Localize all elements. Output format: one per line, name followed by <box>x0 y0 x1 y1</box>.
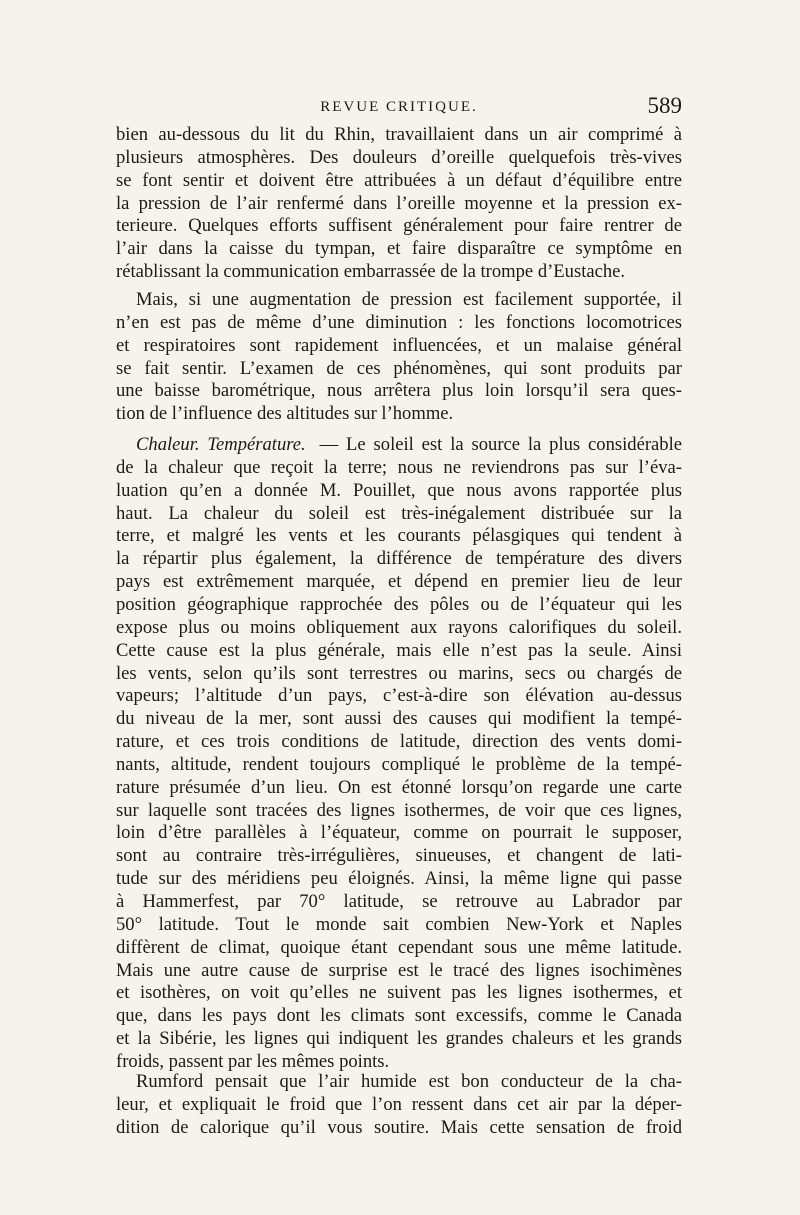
text-line: rature présumée d’un lieu. On est étonné lorsqu’on regarde une carte <box>116 776 682 798</box>
text-line: se font sentir et doivent être attribuées à un défaut d’équilibre entre <box>116 169 682 191</box>
text-line: la répartir plus également, la différence de température des divers <box>116 548 682 570</box>
text-line: terieure. Quelques efforts suffisent généralement pour faire rentrer de <box>116 215 682 237</box>
text-line: la pression de l’air renfermé dans l’oreille moyenne et la pression ex- <box>116 192 682 214</box>
text-line: et respiratoires sont rapidement influencées, et un malaise général <box>116 334 682 356</box>
text-line: Cette cause est la plus générale, mais elle n’est pas la seule. Ainsi <box>116 639 682 661</box>
text-line: se fait sentir. L’examen de ces phénomènes, qui sont produits par <box>116 357 682 379</box>
text-line: rétablissant la communication embarrassée de la trompe d’Eustache. <box>116 261 626 283</box>
text-line: sur laquelle sont tracées des lignes isothermes, de voir que ces lignes, <box>116 799 682 821</box>
text-line: bien au-dessous du lit du Rhin, travaillaient dans un air comprimé à <box>116 124 682 145</box>
text-line: l’air dans la caisse du tympan, et faire disparaître ce symptôme en <box>116 238 682 260</box>
running-title: REVUE CRITIQUE. <box>320 99 478 115</box>
text-line: Mais, si une augmentation de pression est facilement supportée, il <box>136 289 682 310</box>
text-line: diffèrent de climat, quoique étant cependant sous une même latitude. <box>116 936 682 958</box>
text-line: que, dans les pays dont les climats sont excessifs, comme le Canada <box>116 1005 682 1027</box>
text-line: luation qu’en a donnée M. Pouillet, que nous avons rapportée plus <box>116 479 682 501</box>
text-line: Mais une autre cause de surprise est le tracé des lignes isochimènes <box>116 959 682 981</box>
text-line: du niveau de la mer, sont aussi des causes qui modifient la tempé- <box>116 708 682 730</box>
text-line: et la Sibérie, les lignes qui indiquent les grandes chaleurs et les grands <box>116 1028 682 1050</box>
text-line: et isothères, on voit qu’elles ne suivent pas les lignes isothermes, et <box>116 982 682 1004</box>
text-line: position géographique rapprochée des pôles ou de l’équateur qui les <box>116 593 682 615</box>
text-line: tion de l’influence des altitudes sur l’homme. <box>116 403 454 425</box>
text-line: n’en est pas de même d’une diminution : les fonctions locomotrices <box>116 311 682 333</box>
text-line: rature, et ces trois conditions de latitude, direction des vents domi- <box>116 731 682 753</box>
running-head <box>116 93 682 122</box>
text-line: de la chaleur que reçoit la terre; nous ne reviendrons pas sur l’éva- <box>116 456 682 478</box>
text-line: à Hammerfest, par 70° latitude, se retrouve au Labrador par <box>116 891 682 912</box>
text-line: vapeurs; l’altitude d’un pays, c’est-à-dire son élévation au-dessus <box>116 685 682 707</box>
page-number: 589 <box>647 93 682 118</box>
text-line: loin d’être parallèles à l’équateur, comme on pourrait le supposer, <box>116 822 682 844</box>
text-line: nants, altitude, rendent toujours compliqué le problème de la tempé- <box>116 753 682 775</box>
text-line: tude sur des méridiens peu éloignés. Ainsi, la même ligne qui passe <box>116 868 682 890</box>
text-line: haut. La chaleur du soleil est très-inégalement distribuée sur la <box>116 502 682 524</box>
section-first-text: — Le soleil est la source la plus considérable <box>319 434 682 455</box>
text-line: expose plus ou moins obliquement aux rayons calorifiques du soleil. <box>116 616 682 638</box>
text-line: froids, passent par les mêmes points. <box>116 1050 390 1072</box>
section-title: Chaleur. Température. <box>136 434 306 455</box>
section-heading-line <box>116 434 682 457</box>
text-line: leur, et expliquait le froid que l’on ressent dans cet air par la déper- <box>116 1093 682 1115</box>
text-line: sont au contraire très-irrégulières, sinueuses, et changent de lati- <box>116 845 682 867</box>
text-line: les vents, selon qu’ils sont terrestres ou marins, secs ou chargés de <box>116 662 682 684</box>
text-line: Rumford pensait que l’air humide est bon conducteur de la cha- <box>136 1071 682 1092</box>
text-line: terre, et malgré les vents et les courants pélasgiques qui tendent à <box>116 525 682 547</box>
text-line: dition de calorique qu’il vous soutire. Mais cette sensation de froid <box>116 1116 682 1138</box>
text-line: pays est extrêmement marquée, et dépend en premier lieu de leur <box>116 571 682 593</box>
text-line: une baisse barométrique, nous arrêtera plus loin lorsqu’il sera ques- <box>116 380 682 402</box>
text-line: 50° latitude. Tout le monde sait combien New-York et Naples <box>116 913 682 935</box>
text-line: plusieurs atmosphères. Des douleurs d’oreille quelquefois très-vives <box>116 146 682 168</box>
